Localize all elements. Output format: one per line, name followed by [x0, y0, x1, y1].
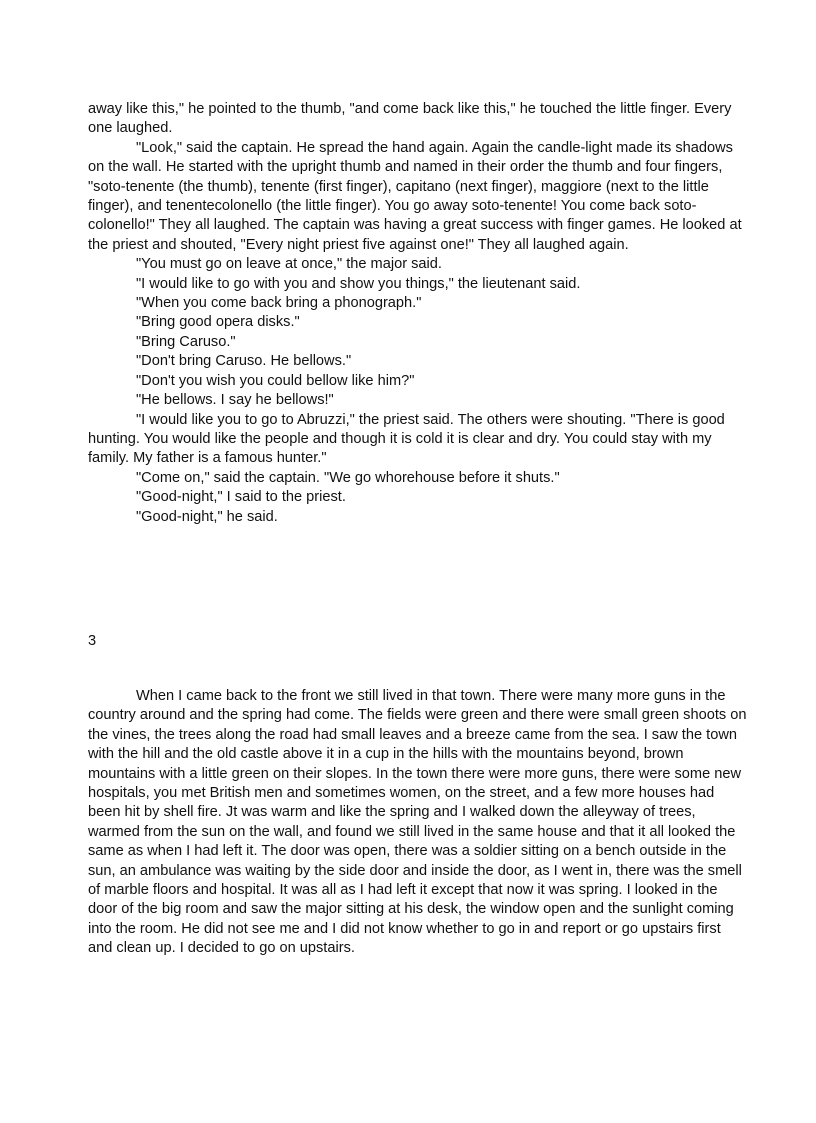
paragraph: "Come on," said the captain. "We go whorehouse before it shuts." [136, 469, 560, 486]
paragraph: When I came back to the front we still lived in that town. There were many more guns in the country around and the spring had come. The fields were green and there were small green shoots on the vines, the trees along the road had small leaves and a breeze came from the sea. I saw the town with the hill and the old castle above it in a cup in the hills with the mountains beyond, brown mountains with a little green on their slopes. In the town there were more guns, there were some new hospitals, you met British men and sometimes women, on the street, and a few more houses had been hit by shell fire. Jt was warm and like the spring and I walked down the alleyway of trees, warmed from the sun on the wall, and found we still lived in the same house and that it all looked the same as when I had left it. The door was open, there was a soldier sitting on a bench outside in the sun, an ambulance was waiting by the side door and inside the door, as I went in, there was the smell of marble floors and hospital. It was all as I had left it except that now it was spring. I looked in the door of the big room and saw the major sitting at his desk, the window open and the sunlight coming into the room. He did not see me and I did not know whether to go in and report or go upstairs first and clean up. I decided to go on upstairs. [88, 688, 747, 957]
bottom-text-section [88, 687, 748, 959]
paragraph: "Bring good opera disks." [136, 314, 300, 331]
paragraph: "Good-night," he said. [136, 508, 278, 525]
chapter-number: 3 [88, 633, 97, 649]
paragraph: "I would like you to go to Abruzzi," the priest said. The others were shouting. "There is good hunting. You would like the people and though it is cold it is clear and dry. You could stay with my family. My father is a famous hunter." [88, 411, 725, 467]
paragraph: "Look," said the captain. He spread the hand again. Again the candle-light made its shadows on the wall. He started with the upright thumb and named in their order the thumb and four fingers, "soto-tenente (the thumb), tenente (first finger), capitano (next finger), maggiore (next to the little finger), and tenentecolonello (the little finger). You go away soto-tenente! You come back soto-colonello!" They all laughed. The captain was having a great success with finger games. He looked at the priest and shouted, "Every night priest five against one!" They all laughed again. [88, 139, 742, 253]
top-text-section [88, 100, 748, 527]
paragraph: "I would like to go with you and show you things," the lieutenant said. [136, 275, 581, 292]
paragraph: "When you come back bring a phonograph." [136, 295, 422, 312]
paragraph: "Good-night," I said to the priest. [136, 489, 346, 506]
paragraph: "Don't bring Caruso. He bellows." [136, 353, 352, 370]
paragraph: "He bellows. I say he bellows!" [136, 392, 334, 409]
paragraph: "Bring Caruso." [136, 333, 236, 350]
paragraph: "You must go on leave at once," the major said. [136, 256, 442, 273]
paragraph: "Don't you wish you could bellow like him?" [136, 372, 415, 389]
paragraph: away like this," he pointed to the thumb, "and come back like this," he touched the little finger. Every one laughed. [88, 101, 732, 137]
